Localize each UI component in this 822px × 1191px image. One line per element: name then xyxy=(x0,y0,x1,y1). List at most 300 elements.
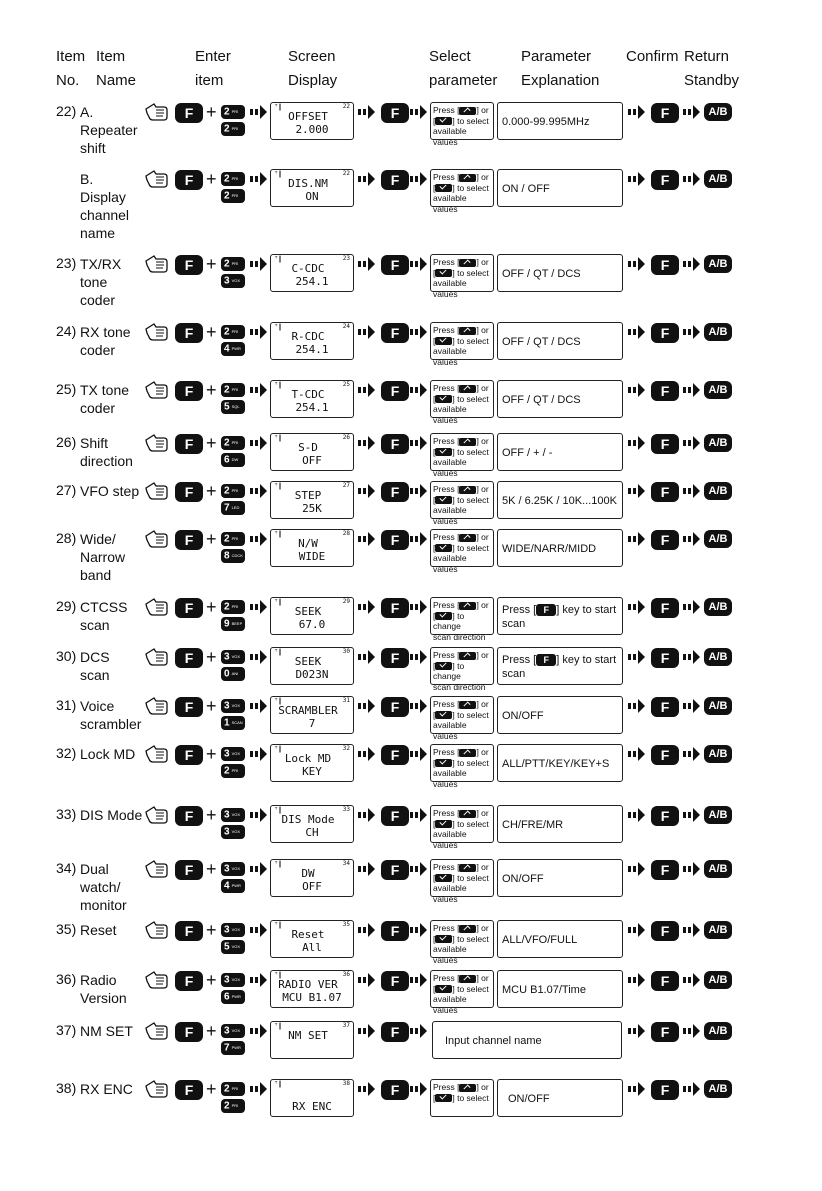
lcd-line-2: KEY xyxy=(302,765,322,778)
select-to-select-text: ] to select xyxy=(452,757,489,768)
f-key-button[interactable]: F xyxy=(381,971,409,991)
f-key-button[interactable]: F xyxy=(175,860,203,880)
arrow-right-icon xyxy=(410,256,428,272)
arrow-right-icon xyxy=(358,746,376,762)
number-key-2[interactable] xyxy=(221,453,245,467)
f-key-button[interactable]: F xyxy=(381,860,409,880)
plus-sign: + xyxy=(206,647,217,667)
plus-sign: + xyxy=(206,970,217,990)
key-sublabel: PRI xyxy=(231,176,239,181)
number-key-1[interactable] xyxy=(221,436,245,450)
arrow-right-icon xyxy=(358,1081,376,1097)
select-line-3: available values xyxy=(433,553,467,574)
up-key-icon[interactable] xyxy=(459,174,476,182)
key-sublabel: PRI xyxy=(231,126,239,131)
f-key-button[interactable]: F xyxy=(175,1080,203,1100)
parameter-explanation xyxy=(497,859,623,897)
lcd-screen xyxy=(270,970,354,1008)
arrow-right-icon xyxy=(628,483,646,499)
arrow-right-icon xyxy=(250,104,268,120)
explanation-text: OFF / QT / DCS xyxy=(502,394,581,406)
ab-key-button[interactable]: A/B xyxy=(704,697,732,715)
key-sublabel: CDCK xyxy=(231,553,243,558)
ab-key-button[interactable]: A/B xyxy=(704,255,732,273)
lcd-screen xyxy=(270,859,354,897)
plus-sign: + xyxy=(206,254,217,274)
up-key-icon[interactable] xyxy=(459,534,476,542)
number-key-2[interactable] xyxy=(221,549,245,563)
f-key-button[interactable]: F xyxy=(651,255,679,275)
signal-icon: ᵀ∥ xyxy=(274,1022,282,1030)
number-key-2[interactable] xyxy=(221,400,245,414)
menu-row-28) xyxy=(0,530,822,590)
f-key-button[interactable]: F xyxy=(381,255,409,275)
f-key-button[interactable]: F xyxy=(651,1022,679,1042)
select-parameter-box xyxy=(430,529,494,574)
down-key-icon[interactable] xyxy=(435,337,452,345)
ab-key-button[interactable]: A/B xyxy=(704,1022,732,1040)
select-line-2 xyxy=(433,116,493,127)
ab-key-button[interactable]: A/B xyxy=(704,921,732,939)
key-digit: 3 xyxy=(224,974,230,986)
f-key-button[interactable]: F xyxy=(175,1022,203,1042)
select-bracket: [ xyxy=(433,818,436,829)
ab-key-button[interactable]: A/B xyxy=(704,103,732,121)
ab-key-button[interactable]: A/B xyxy=(704,323,732,341)
up-key-icon[interactable] xyxy=(459,438,476,446)
header-parameter-explanation: Parameter Explanation xyxy=(521,48,600,89)
up-key-icon[interactable] xyxy=(459,810,476,818)
arrow-right-icon xyxy=(250,324,268,340)
item-number: 37) xyxy=(56,1022,77,1038)
number-key-2[interactable] xyxy=(221,617,245,631)
down-key-icon[interactable] xyxy=(435,448,452,456)
select-to-select-text: ] to select xyxy=(452,1092,489,1103)
lcd-channel-number: 37 xyxy=(342,1022,350,1029)
plus-sign: + xyxy=(206,696,217,716)
number-key-2[interactable] xyxy=(221,879,245,893)
f-key-button[interactable]: F xyxy=(651,745,679,765)
f-key-button[interactable]: F xyxy=(381,598,409,618)
up-key-icon[interactable] xyxy=(459,975,476,983)
f-key-button[interactable]: F xyxy=(651,598,679,618)
plus-sign: + xyxy=(206,102,217,122)
number-key-2[interactable] xyxy=(221,274,245,288)
number-key-2[interactable] xyxy=(221,122,245,136)
up-key-icon[interactable] xyxy=(459,701,476,709)
select-bracket: [ xyxy=(433,393,436,404)
arrow-right-icon xyxy=(358,171,376,187)
select-line-3: available values xyxy=(433,193,467,214)
select-bracket: [ xyxy=(433,709,436,720)
select-press-text: Press [ xyxy=(433,650,460,660)
ab-key-button[interactable]: A/B xyxy=(704,381,732,399)
number-key-1[interactable] xyxy=(221,172,245,186)
lcd-screen xyxy=(270,1021,354,1059)
explanation-text: 0.000-99.995MHz xyxy=(502,116,590,128)
arrow-right-icon xyxy=(410,531,428,547)
number-key-2[interactable] xyxy=(221,825,245,839)
lcd-line-1: T-CDC xyxy=(291,388,325,401)
select-line-3: scan direction xyxy=(433,681,486,692)
f-key-button[interactable]: F xyxy=(381,648,409,668)
arrow-right-icon xyxy=(358,483,376,499)
ab-key-button[interactable]: A/B xyxy=(704,1080,732,1098)
lcd-channel-number: 36 xyxy=(342,971,350,978)
number-key-1[interactable] xyxy=(221,650,245,664)
number-key-1[interactable] xyxy=(221,105,245,119)
arrow-right-icon xyxy=(358,922,376,938)
f-key-button[interactable]: F xyxy=(651,860,679,880)
lcd-line-2: WIDE xyxy=(298,550,326,563)
number-key-1[interactable] xyxy=(221,699,245,713)
lcd-line-1: Reset xyxy=(291,928,325,941)
down-key-icon[interactable] xyxy=(435,662,452,670)
arrow-right-icon xyxy=(628,435,646,451)
item-number: 31) xyxy=(56,697,77,713)
select-to-change-text: ] to change xyxy=(433,610,465,631)
number-key-2[interactable] xyxy=(221,189,245,203)
f-key-button[interactable]: F xyxy=(175,323,203,343)
number-key-1[interactable] xyxy=(221,325,245,339)
arrow-right-icon xyxy=(628,531,646,547)
hand-pointer-icon xyxy=(144,804,170,826)
menu-row-37) xyxy=(0,1022,822,1082)
number-key-1[interactable] xyxy=(221,383,245,397)
f-key-button[interactable]: F xyxy=(175,170,203,190)
select-line-1 xyxy=(433,699,493,710)
hand-pointer-icon xyxy=(144,253,170,275)
select-or-text: ] or xyxy=(476,747,489,757)
up-key-icon[interactable] xyxy=(459,652,476,660)
f-key-button[interactable]: F xyxy=(381,103,409,123)
arrow-right-icon xyxy=(358,324,376,340)
f-key-button[interactable]: F xyxy=(175,921,203,941)
key-digit: 2 xyxy=(224,1083,230,1095)
f-key-button[interactable]: F xyxy=(381,434,409,454)
number-key-1[interactable] xyxy=(221,923,245,937)
lcd-channel-number: 26 xyxy=(342,434,350,441)
number-key-2[interactable] xyxy=(221,764,245,778)
down-key-icon[interactable] xyxy=(435,759,452,767)
signal-icon: ᵀ∥ xyxy=(274,806,282,814)
key-digit: 3 xyxy=(224,275,230,287)
item-name: TX tone coder xyxy=(80,382,130,416)
f-key-button[interactable]: F xyxy=(381,697,409,717)
key-sublabel: PWR xyxy=(231,1045,241,1050)
signal-icon: ᵀ∥ xyxy=(274,860,282,868)
number-key-2[interactable] xyxy=(221,342,245,356)
item-name: Lock MD xyxy=(80,746,136,762)
arrow-right-icon xyxy=(410,1081,428,1097)
number-key-2[interactable] xyxy=(221,716,245,730)
select-parameter-box xyxy=(430,805,494,850)
ab-key-button[interactable]: A/B xyxy=(704,648,732,666)
explanation-text: ON/OFF xyxy=(502,873,544,885)
select-parameter-box xyxy=(430,481,494,526)
hand-pointer-icon xyxy=(144,969,170,991)
key-sublabel: PRI xyxy=(231,109,239,114)
f-key-button[interactable]: F xyxy=(175,697,203,717)
menu-row-25) xyxy=(0,381,822,441)
key-sublabel: PRI xyxy=(231,1103,239,1108)
f-key-button[interactable]: F xyxy=(381,1080,409,1100)
number-key-1[interactable] xyxy=(221,484,245,498)
number-key-1[interactable] xyxy=(221,973,245,987)
number-key-2[interactable] xyxy=(221,501,245,515)
up-key-icon[interactable] xyxy=(459,602,476,610)
arrow-right-icon xyxy=(683,972,701,988)
f-key-button[interactable]: F xyxy=(651,482,679,502)
plus-sign: + xyxy=(206,529,217,549)
item-name: RX ENC xyxy=(80,1081,133,1097)
up-key-icon[interactable] xyxy=(459,864,476,872)
lcd-screen xyxy=(270,696,354,734)
down-key-icon[interactable] xyxy=(435,184,452,192)
f-key-button[interactable]: F xyxy=(381,806,409,826)
explanation-part-a: Press [ xyxy=(502,654,537,666)
ab-key-button[interactable]: A/B xyxy=(704,860,732,878)
f-key-button[interactable]: F xyxy=(381,170,409,190)
select-to-select-text: ] to select xyxy=(452,709,489,720)
f-key-icon: F xyxy=(536,604,556,616)
item-number: 28) xyxy=(56,530,77,546)
item-number: 22) xyxy=(56,103,77,119)
up-key-icon[interactable] xyxy=(459,259,476,267)
up-key-icon[interactable] xyxy=(459,107,476,115)
number-key-1[interactable] xyxy=(221,862,245,876)
explanation-part-a: Press [ xyxy=(502,604,537,616)
select-or-text: ] or xyxy=(476,105,489,115)
key-digit: 3 xyxy=(224,924,230,936)
down-key-icon[interactable] xyxy=(435,395,452,403)
arrow-right-icon xyxy=(628,256,646,272)
f-key-button[interactable]: F xyxy=(651,381,679,401)
down-key-icon[interactable] xyxy=(435,269,452,277)
up-key-icon[interactable] xyxy=(459,925,476,933)
arrow-right-icon xyxy=(628,861,646,877)
arrow-right-icon xyxy=(358,435,376,451)
number-key-1[interactable] xyxy=(221,1082,245,1096)
number-key-1[interactable] xyxy=(221,532,245,546)
f-key-button[interactable]: F xyxy=(381,1022,409,1042)
select-to-select-text: ] to select xyxy=(452,335,489,346)
select-line-2 xyxy=(433,873,493,884)
f-key-button[interactable]: F xyxy=(651,170,679,190)
down-key-icon[interactable] xyxy=(435,117,452,125)
item-number: 36) xyxy=(56,971,77,987)
down-key-icon[interactable] xyxy=(435,820,452,828)
select-bracket: [ xyxy=(433,115,436,126)
lcd-line-1: STEP xyxy=(294,489,322,502)
key-digit: 4 xyxy=(224,880,230,892)
menu-row-38) xyxy=(0,1080,822,1140)
ab-key-button[interactable]: A/B xyxy=(704,806,732,824)
f-key-button[interactable]: F xyxy=(175,806,203,826)
explanation-text: CH/FRE/MR xyxy=(502,819,564,831)
f-key-button[interactable]: F xyxy=(651,648,679,668)
f-key-button[interactable]: F xyxy=(381,530,409,550)
up-key-icon[interactable] xyxy=(459,1084,476,1092)
arrow-right-icon xyxy=(683,531,701,547)
item-name: NM SET xyxy=(80,1023,133,1039)
ab-key-button[interactable]: A/B xyxy=(704,170,732,188)
explanation-text: ON/OFF xyxy=(502,710,544,722)
signal-icon: ᵀ∥ xyxy=(274,103,282,111)
select-parameter-box xyxy=(430,970,494,1015)
select-to-select-text: ] to select xyxy=(452,818,489,829)
ab-key-button[interactable]: A/B xyxy=(704,482,732,500)
explanation-text: OFF / + / - xyxy=(502,447,553,459)
f-key-button[interactable]: F xyxy=(381,381,409,401)
select-line-1 xyxy=(433,600,493,611)
up-key-icon[interactable] xyxy=(459,749,476,757)
header-screen-display: Screen Display xyxy=(288,48,338,89)
item-name: CTCSS scan xyxy=(80,599,128,633)
f-key-button[interactable]: F xyxy=(175,255,203,275)
down-key-icon[interactable] xyxy=(435,496,452,504)
select-press-text: Press [ xyxy=(433,923,460,933)
number-key-1[interactable] xyxy=(221,257,245,271)
f-key-button[interactable]: F xyxy=(651,434,679,454)
arrow-right-icon xyxy=(628,171,646,187)
lcd-line-2: CH xyxy=(305,826,319,839)
down-key-icon[interactable] xyxy=(435,874,452,882)
lcd-channel-number: 24 xyxy=(342,323,350,330)
menu-row-33) xyxy=(0,806,822,866)
number-key-2[interactable] xyxy=(221,667,245,681)
item-number: 24) xyxy=(56,323,77,339)
number-key-1[interactable] xyxy=(221,1024,245,1038)
down-key-icon[interactable] xyxy=(435,1094,452,1102)
select-bracket: [ xyxy=(433,1092,436,1103)
hand-pointer-icon xyxy=(144,743,170,765)
f-key-button[interactable]: F xyxy=(651,971,679,991)
f-key-button[interactable]: F xyxy=(175,434,203,454)
number-key-2[interactable] xyxy=(221,1099,245,1113)
f-key-button[interactable]: F xyxy=(175,381,203,401)
key-digit: 2 xyxy=(224,765,230,777)
f-key-button[interactable]: F xyxy=(175,745,203,765)
select-to-select-text: ] to select xyxy=(452,933,489,944)
key-digit: 2 xyxy=(224,123,230,135)
signal-icon: ᵀ∥ xyxy=(274,921,282,929)
number-key-1[interactable] xyxy=(221,808,245,822)
arrow-right-icon xyxy=(410,435,428,451)
lcd-line-1: Lock MD xyxy=(284,752,332,765)
f-key-button[interactable]: F xyxy=(651,806,679,826)
f-key-button[interactable]: F xyxy=(175,530,203,550)
arrow-right-icon xyxy=(250,382,268,398)
menu-row-b xyxy=(0,169,822,241)
f-key-button[interactable]: F xyxy=(651,323,679,343)
lcd-channel-number: 25 xyxy=(342,381,350,388)
down-key-icon[interactable] xyxy=(435,985,452,993)
number-key-2[interactable] xyxy=(221,990,245,1004)
f-key-button[interactable]: F xyxy=(175,648,203,668)
ab-key-button[interactable]: A/B xyxy=(704,530,732,548)
number-key-2[interactable] xyxy=(221,1041,245,1055)
ab-key-button[interactable]: A/B xyxy=(704,971,732,989)
select-bracket: [ xyxy=(433,542,436,553)
lcd-line-1: N/W xyxy=(298,537,318,550)
number-key-1[interactable] xyxy=(221,600,245,614)
header-item-name: Item Name xyxy=(96,48,137,89)
lcd-channel-number: 38 xyxy=(342,1080,350,1087)
plus-sign: + xyxy=(206,433,217,453)
key-sublabel: BEEP xyxy=(231,621,243,626)
f-key-button[interactable]: F xyxy=(651,103,679,123)
select-to-change-text: ] to change xyxy=(433,660,465,681)
key-sublabel: VOX xyxy=(231,927,241,932)
f-key-button[interactable]: F xyxy=(381,745,409,765)
lcd-channel-number: 33 xyxy=(342,806,350,813)
f-key-button[interactable]: F xyxy=(651,921,679,941)
ab-key-button[interactable]: A/B xyxy=(704,434,732,452)
key-sublabel: PRI xyxy=(231,387,239,392)
down-key-icon[interactable] xyxy=(435,935,452,943)
arrow-right-icon xyxy=(410,171,428,187)
f-key-button[interactable]: F xyxy=(381,921,409,941)
f-key-button[interactable]: F xyxy=(381,482,409,502)
arrow-right-icon xyxy=(628,922,646,938)
f-key-button[interactable]: F xyxy=(175,598,203,618)
arrow-right-icon xyxy=(683,483,701,499)
f-key-button[interactable]: F xyxy=(175,971,203,991)
lcd-screen xyxy=(270,647,354,685)
key-digit: 2 xyxy=(224,190,230,202)
parameter-explanation xyxy=(497,744,623,782)
select-line-1 xyxy=(433,105,493,116)
arrow-right-icon xyxy=(410,382,428,398)
select-or-text: ] or xyxy=(476,325,489,335)
f-key-button[interactable]: F xyxy=(175,103,203,123)
up-key-icon[interactable] xyxy=(459,327,476,335)
lcd-line-2: RX ENC xyxy=(292,1100,332,1113)
item-number: 34) xyxy=(56,860,77,876)
lcd-channel-number: 22 xyxy=(342,170,350,177)
down-key-icon[interactable] xyxy=(435,711,452,719)
number-key-2[interactable] xyxy=(221,940,245,954)
select-press-text: Press [ xyxy=(433,973,460,983)
plus-sign: + xyxy=(206,322,217,342)
f-key-button[interactable]: F xyxy=(651,697,679,717)
key-sublabel: PRI xyxy=(231,768,239,773)
select-line-2 xyxy=(433,710,493,721)
down-key-icon[interactable] xyxy=(435,544,452,552)
f-key-button[interactable]: F xyxy=(175,482,203,502)
select-line-2 xyxy=(433,495,493,506)
ab-key-button[interactable]: A/B xyxy=(704,598,732,616)
select-press-text: Press [ xyxy=(433,600,460,610)
select-to-select-text: ] to select xyxy=(452,542,489,553)
lcd-screen xyxy=(270,102,354,140)
lcd-line-1: R-CDC xyxy=(291,330,325,343)
number-key-1[interactable] xyxy=(221,747,245,761)
arrow-right-icon xyxy=(410,861,428,877)
up-key-icon[interactable] xyxy=(459,385,476,393)
hand-pointer-icon xyxy=(144,480,170,502)
f-key-button[interactable]: F xyxy=(651,1080,679,1100)
up-key-icon[interactable] xyxy=(459,486,476,494)
f-key-button[interactable]: F xyxy=(651,530,679,550)
f-key-button[interactable]: F xyxy=(381,323,409,343)
ab-key-button[interactable]: A/B xyxy=(704,745,732,763)
arrow-right-icon xyxy=(358,698,376,714)
select-bracket: [ xyxy=(433,983,436,994)
arrow-right-icon xyxy=(410,922,428,938)
down-key-icon[interactable] xyxy=(435,612,452,620)
